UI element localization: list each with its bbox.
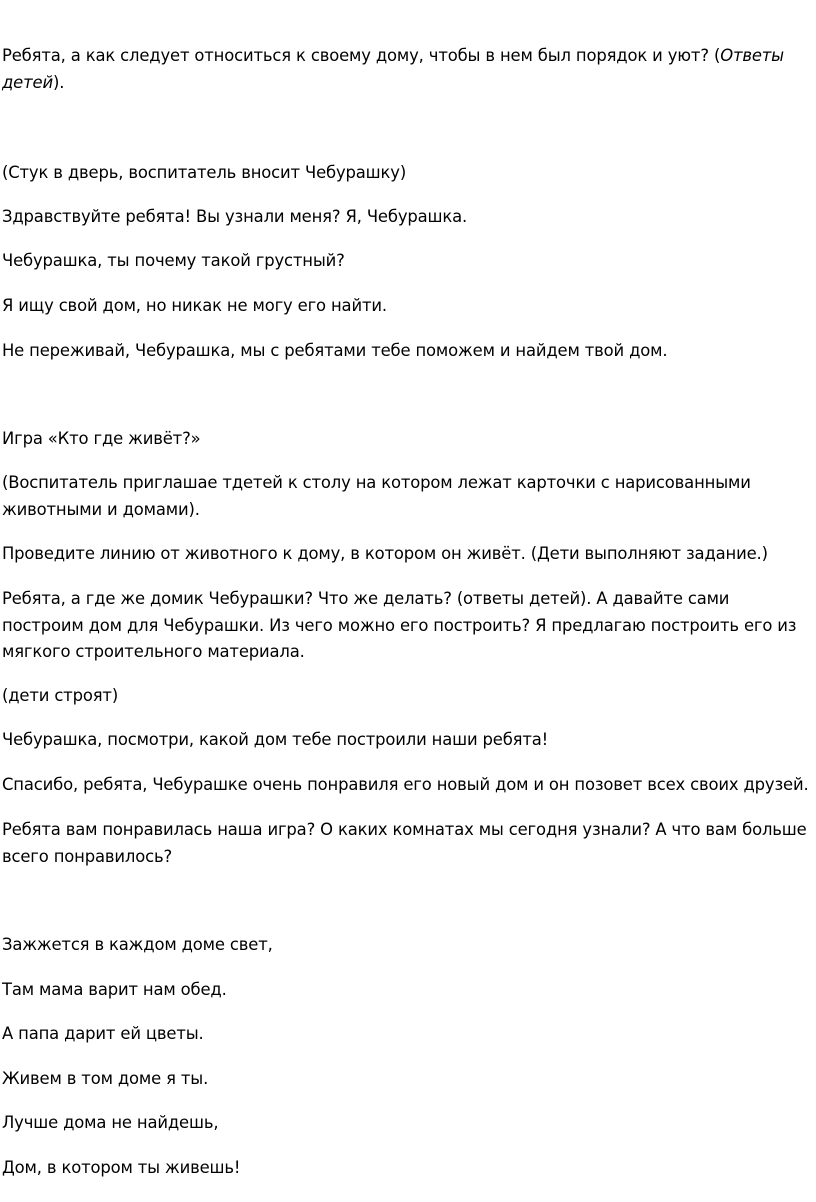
paragraph-cheburashka-greeting: Здравствуйте ребята! Вы узнали меня? Я, Чебурашка. [2,207,468,226]
paragraph-reflection-questions: Ребята вам понравилась наша игра? О каких комнатах мы сегодня узнали? А что вам больше всего понравилось? [2,820,807,866]
paragraph-children-build: (дети строят) [2,686,119,705]
paragraph-dont-worry: Не переживай, Чебурашка, мы с ребятами тебе поможем и найдем твой дом. [2,341,668,360]
paragraph-knock-stage-direction: (Стук в дверь, воспитатель вносит Чебурашку) [2,163,407,182]
paragraph-thanks: Спасибо, ребята, Чебурашке очень понравиля его новый дом и он позовет всех своих друзей. [2,775,809,794]
paragraph-looking-for-home: Я ищу свой дом, но никак не могу его найти. [2,296,387,315]
poem-line: Живем в том доме я ты. [2,1069,209,1088]
paragraph-build-house: Ребята, а где же домик Чебурашки? Что же делать? (ответы детей). А давайте сами построим дом для Чебурашки. Из чего можно его построить? Я предлагаю построить его из мягкого строительного материала. [2,589,797,661]
italic-answer-note: Ответы детей [2,46,784,92]
poem-line: Там мама варит нам обед. [2,980,227,999]
poem-line: А папа дарит ей цветы. [2,1024,204,1043]
paragraph-text-end: ). [52,72,65,92]
paragraph-draw-line-task: Проведите линию от животного к дому, в котором он живёт. (Дети выполняют задание.) [2,544,768,563]
paragraph-question-home-order [2,43,814,96]
paragraph-look-house: Чебурашка, посмотри, какой дом тебе построили наши ребята! [2,730,549,749]
game-title: Игра «Кто где живёт?» [2,429,201,448]
poem-line: Лучше дома не найдешь, [2,1113,219,1132]
poem-line: Зажжется в каждом доме свет, [2,935,273,954]
paragraph-text: Ребята, а как следует относиться к своему дому, чтобы в нем был порядок и уют? ( [2,46,721,65]
paragraph-game-setup: (Воспитатель приглашае тдетей к столу на котором лежат карточки с нарисованными животными и домами). [2,473,751,519]
poem-line: Дом, в котором ты живешь! [2,1158,241,1177]
paragraph-why-sad: Чебурашка, ты почему такой грустный? [2,251,345,270]
